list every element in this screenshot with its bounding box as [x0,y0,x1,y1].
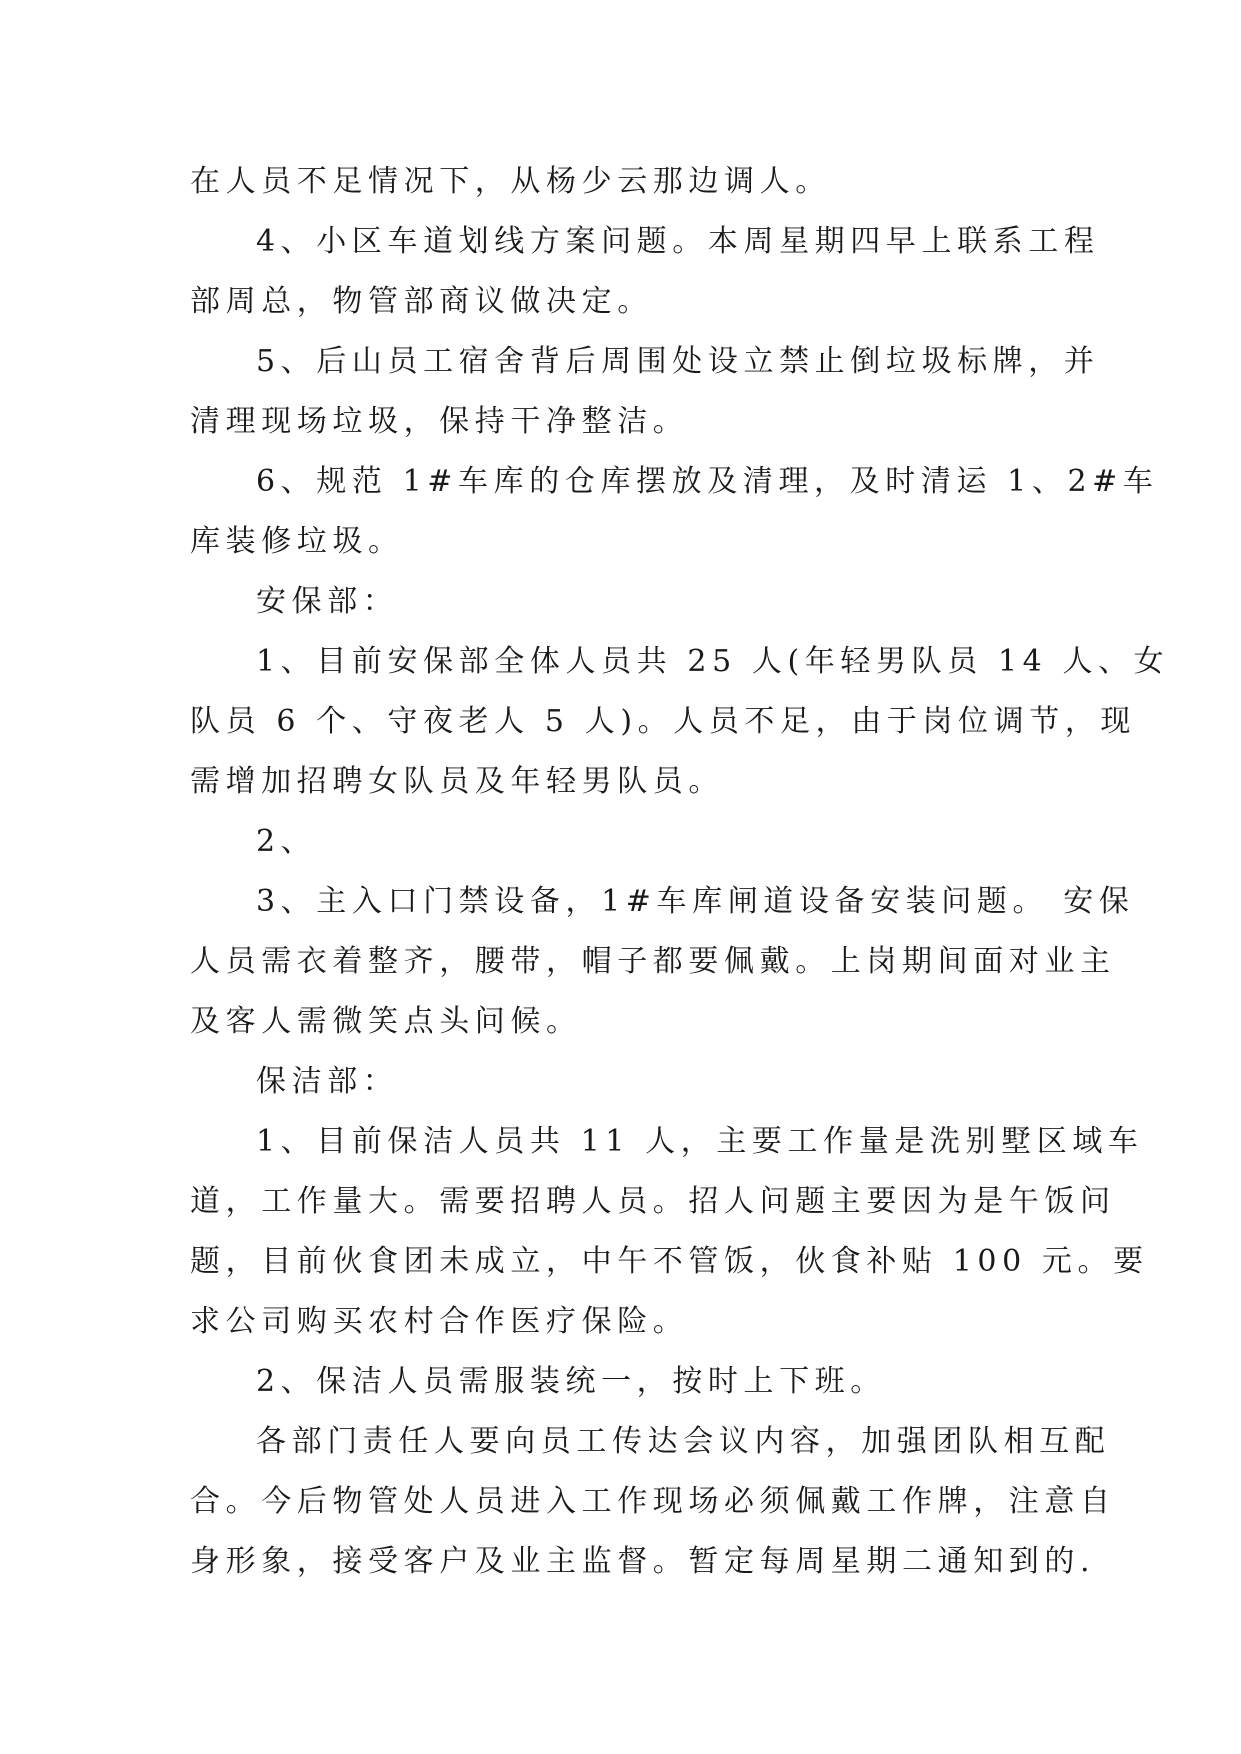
text-line: 在人员不足情况下，从杨少云那边调人。 [190,164,831,199]
section-heading-security: 安保部： [256,584,399,619]
text-line: 4、小区车道划线方案问题。本周星期四早上联系工程 [256,224,1100,259]
text-line: 1、目前安保部全体人员共 25 人(年轻男队员 14 人、女 [256,644,1170,679]
text-line: 求公司购买农村合作医疗保险。 [190,1304,689,1339]
text-line: 道，工作量大。需要招聘人员。招人问题主要因为是午饭问 [190,1184,1116,1219]
text-line: 3、主入口门禁设备，1#车库闸道设备安装问题。 安保 [256,884,1135,919]
text-line: 各部门责任人要向员工传达会议内容，加强团队相互配 [256,1424,1111,1459]
text-line: 库装修垃圾。 [190,524,404,559]
text-line: 题，目前伙食团未成立，中午不管饭，伙食补贴 100 元。要 [190,1244,1149,1279]
text-line: 合。今后物管处人员进入工作现场必须佩戴工作牌，注意自 [190,1484,1116,1519]
text-line: 人员需衣着整齐，腰带，帽子都要佩戴。上岗期间面对业主 [190,944,1116,979]
text-line: 2、 [256,824,317,859]
text-line: 需增加招聘女队员及年轻男队员。 [190,764,724,799]
text-line: 6、规范 1#车库的仓库摆放及清理，及时清运 1、2#车 [256,464,1159,499]
text-line: 1、目前保洁人员共 11 人，主要工作量是洗别墅区域车 [256,1124,1144,1159]
text-line: 5、后山员工宿舍背后周围处设立禁止倒垃圾标牌，并 [256,344,1100,379]
text-line: 队员 6 个、守夜老人 5 人)。人员不足，由于岗位调节，现 [190,704,1137,739]
text-line: 清理现场垃圾，保持干净整洁。 [190,404,689,439]
text-line: 部周总，物管部商议做决定。 [190,284,653,319]
text-line: 及客人需微笑点头问候。 [190,1004,582,1039]
text-line: 身形象，接受客户及业主监督。暂定每周星期二通知到的. [190,1544,1096,1579]
section-heading-cleaning: 保洁部： [256,1064,399,1099]
text-line: 2、保洁人员需服装统一，按时上下班。 [256,1364,886,1399]
document-body [190,152,1170,1592]
